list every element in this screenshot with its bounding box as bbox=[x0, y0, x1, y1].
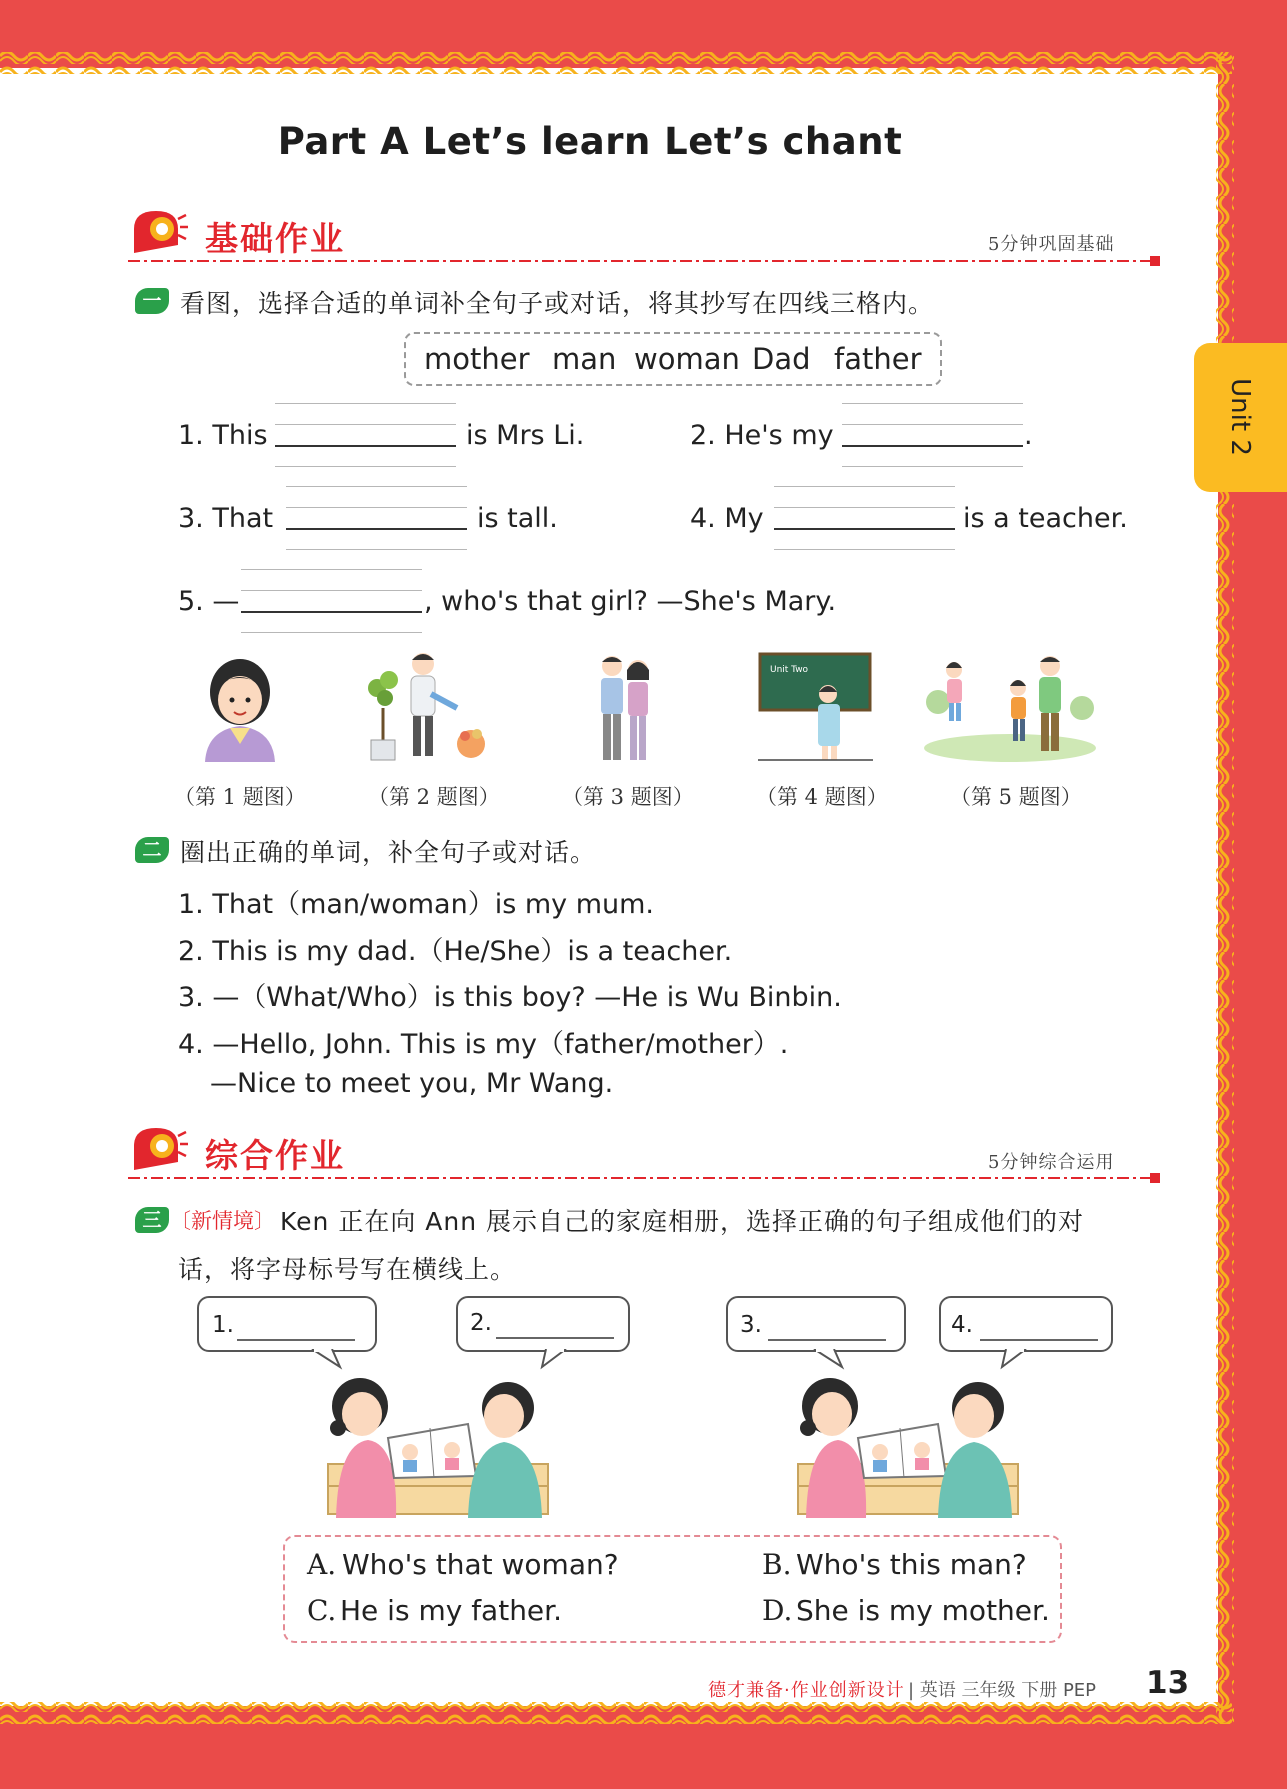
new-situation-tag: 〔新情境〕 bbox=[170, 1209, 275, 1233]
man-watering-plants-illustration bbox=[365, 648, 495, 763]
exercise-badge-1: 一 bbox=[135, 288, 169, 314]
exercise-2-line: 1. That（man/woman）is my mum. bbox=[178, 889, 655, 920]
footer-book-info: | 英语 三年级 下册 PEP bbox=[908, 1680, 1097, 1701]
exercise-1-instruction: 看图，选择合适的单词补全句子或对话，将其抄写在四线三格内。 bbox=[180, 289, 935, 318]
children-photo-album-illustration bbox=[788, 1368, 1033, 1520]
option-text-a: Who's that woman? bbox=[342, 1548, 619, 1581]
section-title-comprehensive: 综合作业 bbox=[205, 1136, 345, 1175]
exercise-3-instruction-1: Ken 正在向 Ann 展示自己的家庭相册，选择正确的句子组成他们的对 bbox=[280, 1207, 1085, 1236]
woman-illustration bbox=[195, 652, 285, 762]
question-4-after: is a teacher. bbox=[963, 503, 1128, 534]
unit-tab-text: Unit 2 bbox=[1225, 378, 1255, 456]
question-5-after: , who's that girl? —She's Mary. bbox=[424, 586, 837, 617]
picture-caption-3: （第 3 题图） bbox=[562, 785, 694, 809]
blackboard-text: Unit Two bbox=[770, 665, 809, 675]
question-4-before: 4. My bbox=[690, 503, 764, 534]
answer-blank-3[interactable] bbox=[768, 1316, 888, 1346]
question-2-before: 2. He's my bbox=[690, 420, 834, 451]
section-divider bbox=[128, 254, 1168, 268]
family-outdoor-illustration bbox=[922, 652, 1098, 764]
option-letter-b: B. bbox=[762, 1548, 792, 1581]
answer-lines-2[interactable] bbox=[842, 403, 1023, 467]
section-subtitle-basic: 5分钟巩固基础 bbox=[988, 234, 1115, 255]
option-text-b: Who's this man? bbox=[796, 1548, 1027, 1581]
question-3-before: 3. That bbox=[178, 503, 274, 534]
word-bank-item: mother bbox=[424, 342, 530, 376]
question-1-after: is Mrs Li. bbox=[466, 420, 585, 451]
speech-bubble-label: 3. bbox=[740, 1312, 762, 1338]
unit-tab-label bbox=[1194, 343, 1287, 492]
answer-lines-1[interactable] bbox=[275, 403, 456, 467]
picture-caption-2: （第 2 题图） bbox=[368, 785, 500, 809]
picture-caption-1: （第 1 题图） bbox=[174, 785, 306, 809]
option-text-c: He is my father. bbox=[340, 1594, 563, 1627]
answer-blank-2[interactable] bbox=[496, 1314, 616, 1344]
alarm-bell-icon bbox=[128, 205, 190, 257]
exercise-2-line: 3. —（What/Who）is this boy? —He is Wu Binbin. bbox=[178, 982, 842, 1013]
section-title-basic: 基础作业 bbox=[205, 219, 345, 258]
section-divider bbox=[128, 1171, 1168, 1185]
alarm-bell-icon bbox=[128, 1122, 190, 1174]
word-bank-item: Dad bbox=[752, 342, 811, 376]
answer-blank-1[interactable] bbox=[237, 1316, 357, 1346]
page-number: 13 bbox=[1146, 1665, 1190, 1701]
answer-blank-4[interactable] bbox=[980, 1316, 1100, 1346]
word-bank-item: man bbox=[552, 342, 617, 376]
answer-lines-3[interactable] bbox=[286, 486, 467, 550]
answer-lines-4[interactable] bbox=[774, 486, 955, 550]
footer-brand: 德才兼备·作业创新设计 bbox=[708, 1680, 905, 1701]
answer-lines-5[interactable] bbox=[241, 569, 422, 633]
exercise-2-line: 2. This is my dad.（He/She）is a teacher. bbox=[178, 936, 733, 967]
section-subtitle-comprehensive: 5分钟综合运用 bbox=[988, 1152, 1115, 1173]
exercise-2-line: 4. —Hello, John. This is my（father/mother）. bbox=[178, 1029, 789, 1060]
question-5-before: 5. — bbox=[178, 586, 240, 617]
question-2-after: . bbox=[1024, 420, 1033, 451]
exercise-badge-3: 三 bbox=[135, 1207, 169, 1233]
option-letter-d: D. bbox=[762, 1594, 793, 1627]
exercise-2-instruction: 圈出正确的单词，补全句子或对话。 bbox=[180, 838, 597, 867]
exercise-2-line: —Nice to meet you, Mr Wang. bbox=[210, 1068, 614, 1099]
word-bank-item: woman bbox=[634, 342, 740, 376]
option-letter-a: A. bbox=[307, 1548, 337, 1581]
picture-caption-4: （第 4 题图） bbox=[756, 785, 888, 809]
question-3-after: is tall. bbox=[477, 503, 558, 534]
speech-bubble-label: 1. bbox=[212, 1312, 234, 1338]
exercise-3-instruction-2: 话，将字母标号写在横线上。 bbox=[178, 1255, 517, 1284]
page-title: Part A Let’s learn Let’s chant bbox=[277, 120, 903, 163]
speech-bubble-label: 2. bbox=[470, 1310, 492, 1336]
teacher-blackboard-illustration bbox=[758, 652, 873, 764]
speech-bubble-label: 4. bbox=[951, 1312, 973, 1338]
couple-illustration bbox=[592, 652, 658, 764]
option-letter-c: C. bbox=[307, 1594, 337, 1627]
option-text-d: She is my mother. bbox=[796, 1594, 1050, 1627]
word-bank-item: father bbox=[834, 342, 922, 376]
children-photo-album-illustration bbox=[318, 1368, 563, 1520]
question-1-before: 1. This bbox=[178, 420, 268, 451]
picture-caption-5: （第 5 题图） bbox=[950, 785, 1082, 809]
exercise-badge-2: 二 bbox=[135, 837, 169, 863]
